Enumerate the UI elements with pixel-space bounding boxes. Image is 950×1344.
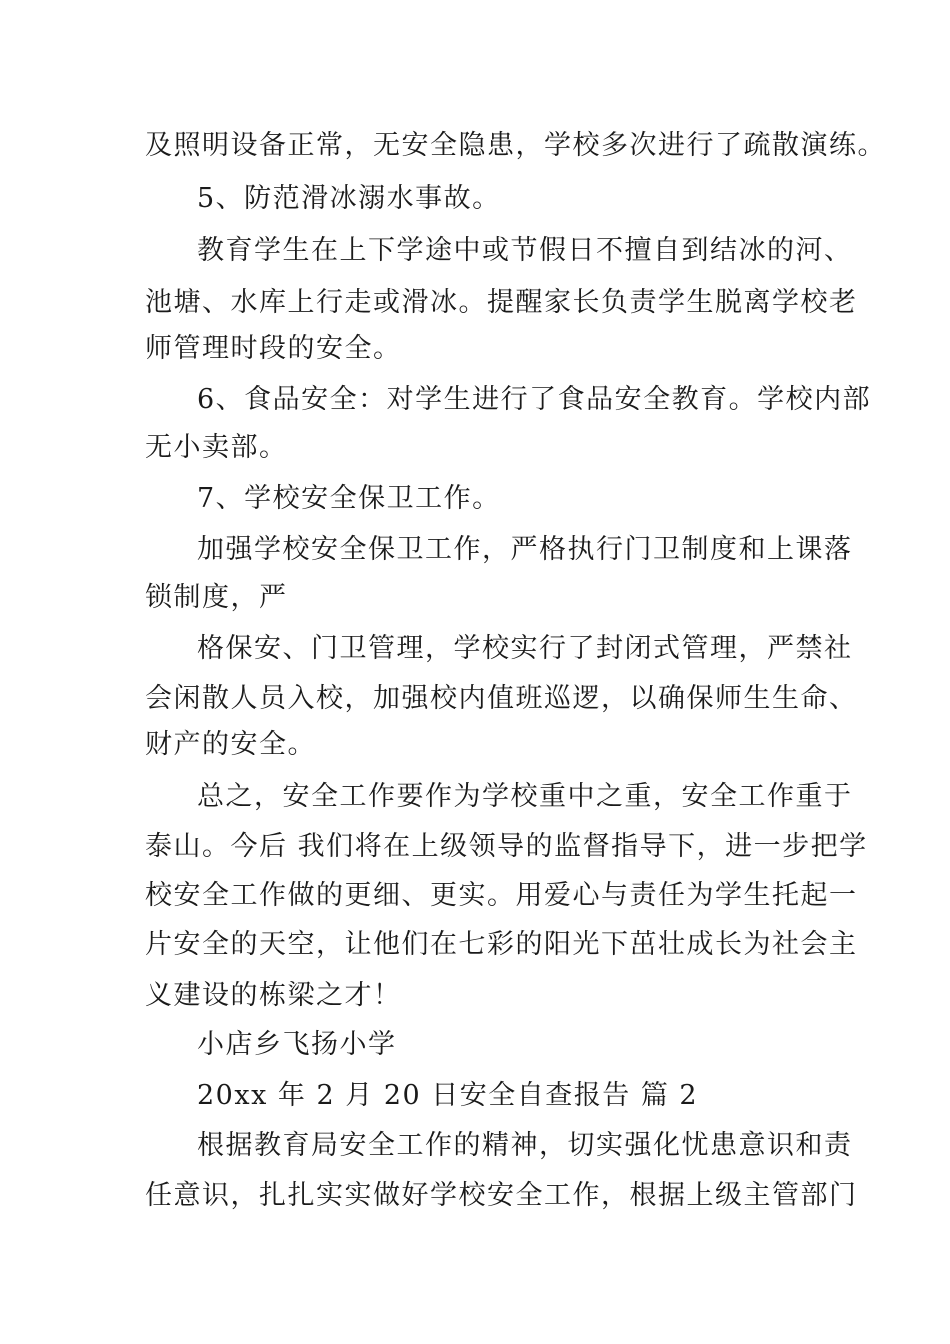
text-line: 锁制度，严 <box>145 582 288 613</box>
section-heading: 5、防范滑冰溺水事故。 <box>197 183 501 214</box>
text-line: 加强学校安全保卫工作，严格执行门卫制度和上课落 <box>197 534 853 565</box>
text-line: 师管理时段的安全。 <box>145 333 402 364</box>
section-heading: 6、食品安全：对学生进行了食品安全教育。学校内部 <box>197 384 872 415</box>
text-line: 义建设的栋梁之才！ <box>145 980 402 1011</box>
text-line: 片安全的天空，让他们在七彩的阳光下茁壮成长为社会主 <box>145 929 858 960</box>
text-line: 校安全工作做的更细、更实。用爱心与责任为学生托起一 <box>145 880 858 911</box>
section-heading: 7、学校安全保卫工作。 <box>197 483 501 514</box>
text-line: 池塘、水库上行走或滑冰。提醒家长负责学生脱离学校老 <box>145 287 858 318</box>
text-line: 泰山。今后 我们将在上级领导的监督指导下，进一步把学 <box>145 831 868 862</box>
report-title: 20xx 年 2 月 20 日安全自查报告 篇 2 <box>197 1080 699 1111</box>
text-line: 任意识，扎扎实实做好学校安全工作，根据上级主管部门 <box>145 1180 858 1211</box>
text-line: 财产的安全。 <box>145 729 316 760</box>
text-line: 格保安、门卫管理，学校实行了封闭式管理，严禁社 <box>197 633 853 664</box>
text-line: 无小卖部。 <box>145 432 288 463</box>
text-line: 及照明设备正常，无安全隐患，学校多次进行了疏散演练。 <box>145 130 886 161</box>
text-line: 总之，安全工作要作为学校重中之重，安全工作重于 <box>197 781 853 812</box>
signature-line: 小店乡飞扬小学 <box>197 1029 397 1060</box>
text-line: 会闲散人员入校，加强校内值班巡逻，以确保师生生命、 <box>145 683 858 714</box>
text-line: 教育学生在上下学途中或节假日不擅自到结冰的河、 <box>197 235 853 266</box>
text-line: 根据教育局安全工作的精神，切实强化忧患意识和责 <box>197 1130 853 1161</box>
